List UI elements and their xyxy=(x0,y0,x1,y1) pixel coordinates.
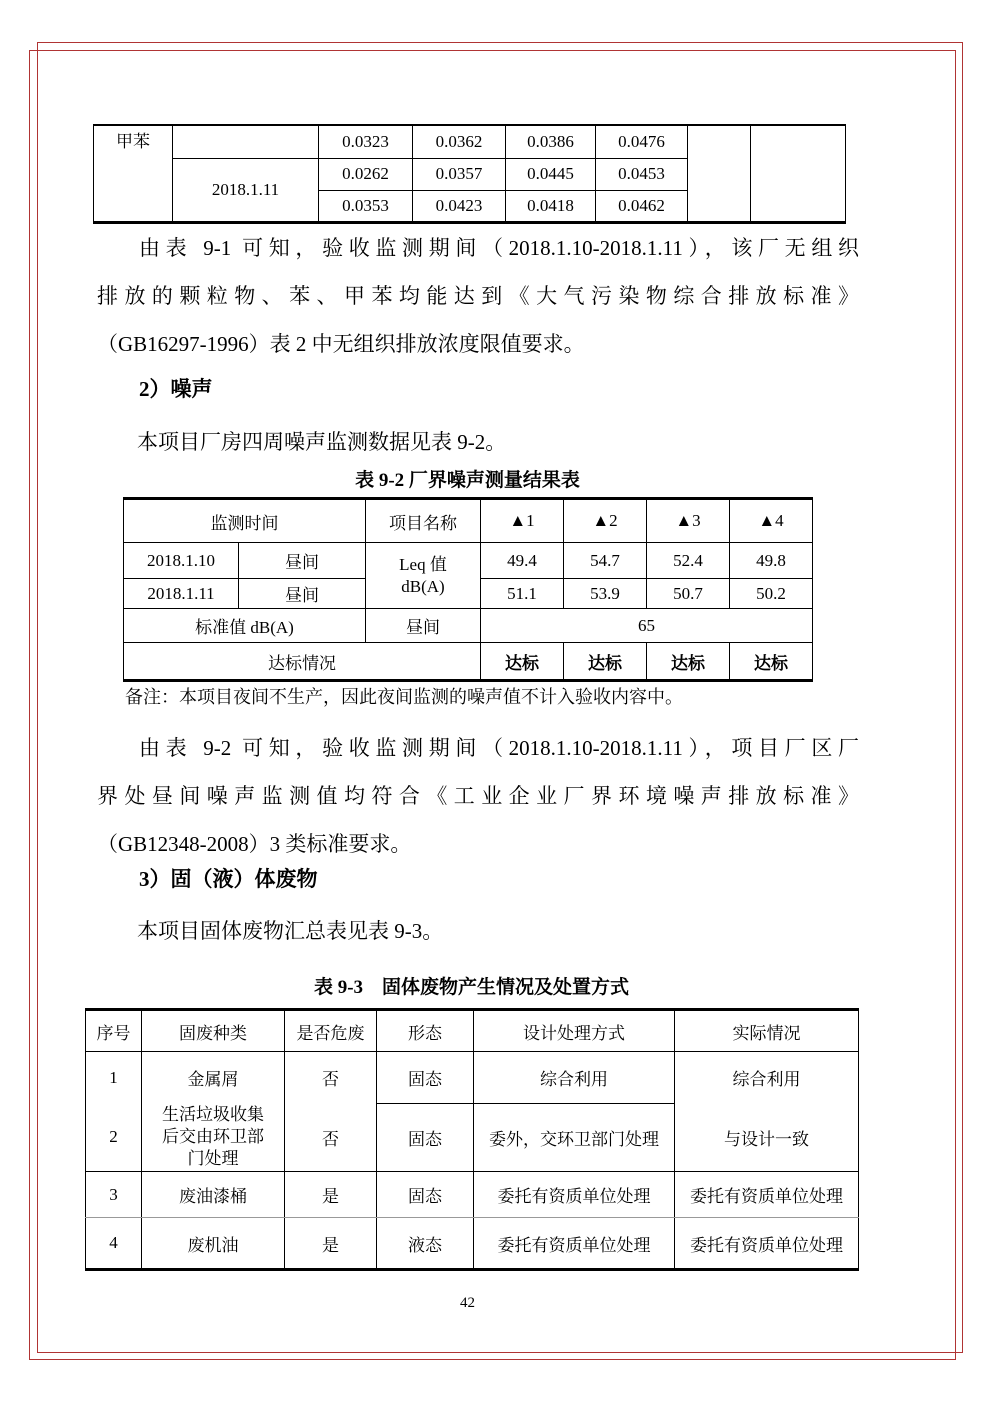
cell-index: 4 xyxy=(86,1218,142,1270)
cell-period: 昼间 xyxy=(239,543,366,579)
table-row xyxy=(86,1052,859,1104)
cell-value: 52.4 xyxy=(647,543,730,579)
cell-compliance: 达标 xyxy=(754,653,788,673)
header-item-name: 项目名称 xyxy=(366,499,481,543)
paragraph-line: 由表 9-2 可知，验收监测期间（2018.1.10-2018.1.11），项目厂区厂 xyxy=(139,736,859,760)
paragraph-line: （GB16297-1996）表 2 中无组织排放浓度限值要求。 xyxy=(97,332,585,356)
cell-standard-value: 65 xyxy=(481,609,813,643)
header-actual-situation: 实际情况 xyxy=(675,1010,859,1052)
cell-standard-period: 昼间 xyxy=(366,609,481,643)
page-number: 42 xyxy=(460,1295,475,1311)
table-row xyxy=(124,609,813,643)
table-row xyxy=(86,1172,859,1218)
cell-leq-label xyxy=(366,543,481,609)
cell-index: 3 xyxy=(86,1172,142,1218)
cell-substance: 甲苯 xyxy=(94,125,173,222)
cell-value: 0.0453 xyxy=(596,158,688,190)
header-point-1: ▲1 xyxy=(481,499,564,543)
cell-value: 0.0262 xyxy=(319,158,413,190)
cell-value: 50.2 xyxy=(730,579,813,609)
paragraph-line: （GB12348-2008）3 类标准要求。 xyxy=(97,832,412,856)
cell-waste-type: 金属屑 xyxy=(142,1052,285,1104)
table-row xyxy=(86,1218,859,1270)
table-9-2-footnote: 备注：本项目夜间不生产，因此夜间监测的噪声值不计入验收内容中。 xyxy=(125,687,683,707)
cell-designed-disposal: 委托有资质单位处理 xyxy=(474,1172,675,1218)
cell-compliance: 达标 xyxy=(647,643,730,681)
table-row xyxy=(86,1104,859,1172)
cell-date: 2018.1.11 xyxy=(173,158,319,222)
cell-hazardous: 否 xyxy=(285,1104,377,1172)
cell-empty xyxy=(688,125,751,222)
cell-compliance: 达标 xyxy=(564,643,647,681)
table-9-2-title: 表 9-2 厂界噪声测量结果表 xyxy=(355,470,580,491)
cell-form: 液态 xyxy=(377,1218,474,1270)
cell-empty xyxy=(751,125,846,222)
header-point-2: ▲2 xyxy=(564,499,647,543)
cell-waste-type: 废油漆桶 xyxy=(142,1172,285,1218)
cell-value: 54.7 xyxy=(564,543,647,579)
cell-hazardous: 是 xyxy=(285,1172,377,1218)
cell-actual-situation: 综合利用 xyxy=(732,1070,801,1090)
cell-value: 49.8 xyxy=(730,543,813,579)
cell-value: 0.0353 xyxy=(319,190,413,222)
cell-value: 0.0462 xyxy=(596,190,688,222)
section-heading-noise: 2）噪声 xyxy=(139,377,213,401)
header-designed-disposal: 设计处理方式 xyxy=(474,1010,675,1052)
cell-hazardous: 否 xyxy=(285,1052,377,1104)
header-waste-type: 固废种类 xyxy=(142,1010,285,1052)
table-row xyxy=(94,125,846,158)
cell-designed-disposal: 综合利用 xyxy=(474,1052,675,1104)
leq-label-line2: dB(A) xyxy=(401,576,445,596)
table-row xyxy=(124,643,813,681)
paragraph-line: 排放的颗粒物、苯、甲苯均能达到《大气污染物综合排放标准》 xyxy=(97,284,859,308)
cell-value: 49.4 xyxy=(481,543,564,579)
cell-actual-situation: 与设计一致 xyxy=(675,1104,859,1172)
cell-value: 0.0423 xyxy=(413,190,506,222)
cell-compliance: 达标 xyxy=(481,643,564,681)
cell-index: 2 xyxy=(86,1104,142,1172)
cell-date-empty xyxy=(173,125,319,158)
cell-period: 昼间 xyxy=(239,579,366,609)
paragraph-table-9-2-conclusion xyxy=(97,724,859,868)
cell-value: 53.9 xyxy=(564,579,647,609)
paragraph-line: 界处昼间噪声监测值均符合《工业企业厂界环境噪声排放标准》 xyxy=(97,784,859,808)
table-9-2-noise-results xyxy=(123,497,813,682)
cell-waste-type: 生活垃圾收集后交由环卫部门处理 xyxy=(142,1104,285,1172)
cell-value: 0.0418 xyxy=(506,190,596,222)
cell-compliance-label: 达标情况 xyxy=(124,643,481,681)
table-header-row xyxy=(124,499,813,543)
cell-form: 固态 xyxy=(377,1052,474,1104)
table-header-row xyxy=(86,1010,859,1052)
section-heading-solid-waste: 3）固（液）体废物 xyxy=(139,867,318,891)
cell-value: 50.7 xyxy=(647,579,730,609)
table-row xyxy=(124,543,813,579)
cell-standard-label: 标准值 dB(A) xyxy=(124,609,366,643)
paragraph-solid-waste-intro: 本项目固体废物汇总表见表 9-3。 xyxy=(137,919,444,943)
header-point-4: ▲4 xyxy=(730,499,813,543)
cell-index: 1 xyxy=(86,1052,142,1104)
cell-form: 固态 xyxy=(377,1172,474,1218)
cell-value: 0.0445 xyxy=(506,158,596,190)
cell-date: 2018.1.11 xyxy=(124,579,239,609)
cell-value: 0.0323 xyxy=(319,125,413,158)
cell-value: 51.1 xyxy=(481,579,564,609)
header-form: 形态 xyxy=(377,1010,474,1052)
cell-waste-type: 废机油 xyxy=(142,1218,285,1270)
cell-designed-disposal: 委外，交环卫部门处理 xyxy=(474,1104,675,1172)
cell-form: 固态 xyxy=(377,1104,474,1172)
cell-designed-disposal: 委托有资质单位处理 xyxy=(474,1218,675,1270)
cell-value: 0.0357 xyxy=(413,158,506,190)
table-9-1-continued xyxy=(93,124,846,224)
header-index: 序号 xyxy=(86,1010,142,1052)
table-9-3-solid-waste xyxy=(85,1008,859,1271)
cell-hazardous: 是 xyxy=(285,1218,377,1270)
cell-value: 0.0362 xyxy=(413,125,506,158)
leq-label-line1: Leq 值 xyxy=(399,554,447,574)
cell-date: 2018.1.10 xyxy=(124,543,239,579)
paragraph-line: 由表 9-1 可知，验收监测期间（2018.1.10-2018.1.11），该厂无组织 xyxy=(139,236,859,260)
cell-actual-situation: 委托有资质单位处理 xyxy=(675,1172,859,1218)
table-9-3-title: 表 9-3 固体废物产生情况及处置方式 xyxy=(313,977,630,998)
header-point-3: ▲3 xyxy=(647,499,730,543)
paragraph-table-9-1-conclusion xyxy=(97,224,859,368)
cell-value: 0.0476 xyxy=(596,125,688,158)
header-monitor-time: 监测时间 xyxy=(124,499,366,543)
paragraph-noise-intro: 本项目厂房四周噪声监测数据见表 9-2。 xyxy=(137,430,507,454)
header-hazardous: 是否危废 xyxy=(285,1010,377,1052)
cell-value: 0.0386 xyxy=(506,125,596,158)
cell-actual-situation: 委托有资质单位处理 xyxy=(690,1235,843,1255)
